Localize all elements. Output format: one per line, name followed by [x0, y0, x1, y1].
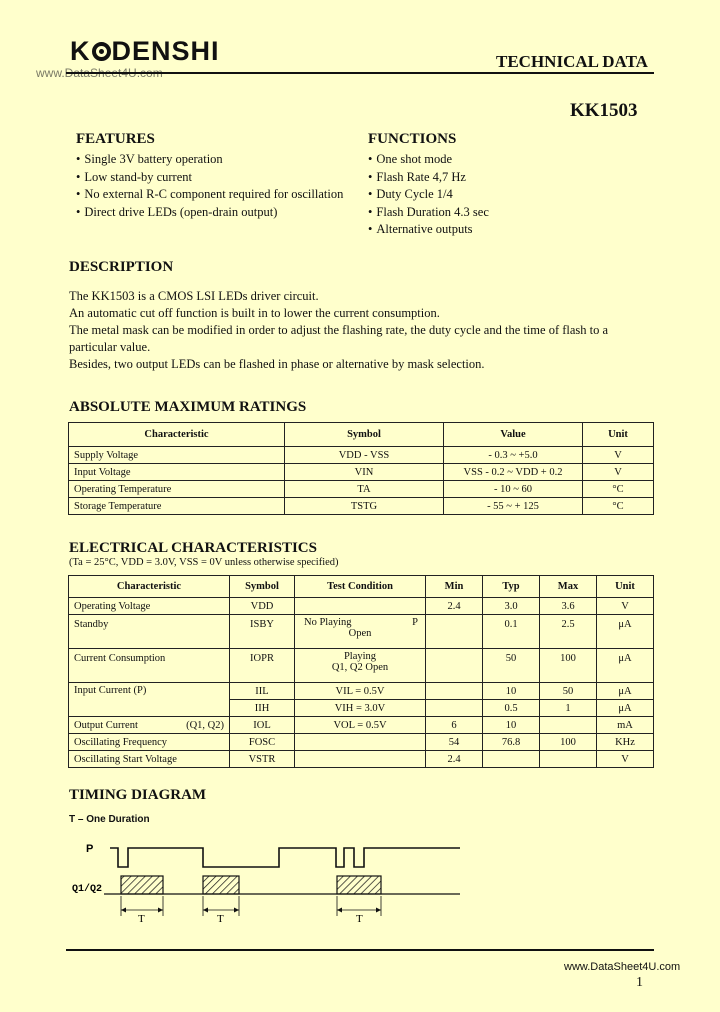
cell-line — [74, 720, 224, 731]
description-title: DESCRIPTION — [69, 259, 174, 275]
cell-line: Playing — [343, 651, 377, 662]
table-row — [69, 447, 654, 464]
cell-text: (Q1, Q2) — [186, 719, 224, 731]
cell-line: Open — [348, 628, 372, 639]
watermark: www.DataSheet4U.com — [36, 66, 163, 80]
table-header-cell: Max — [540, 576, 597, 598]
table-cell: 1 — [540, 700, 597, 717]
table-row — [69, 717, 654, 734]
table-row — [69, 649, 654, 683]
table-cell: IOL — [230, 717, 295, 734]
table-header-cell: Typ — [483, 576, 540, 598]
table-row — [69, 498, 654, 515]
table-cell — [426, 615, 483, 649]
table-cell — [295, 751, 426, 768]
abs-max-title: ABSOLUTE MAXIMUM RATINGS — [69, 399, 307, 415]
part-number: KK1503 — [570, 100, 638, 121]
table-cell: 6 — [426, 717, 483, 734]
arrow-icon — [337, 908, 342, 913]
table-cell: V — [597, 598, 654, 615]
table-cell: 100 — [540, 734, 597, 751]
elec-conditions: (Ta = 25°C, VDD = 3.0V, VSS = 0V unless otherwise specified) — [69, 557, 339, 568]
list-item: • Single 3V battery operation — [76, 152, 343, 170]
table-cell: Standby — [69, 615, 230, 649]
table-header-row — [69, 576, 654, 598]
period-label: T — [356, 913, 363, 925]
table-cell: V — [597, 751, 654, 768]
list-item: • Direct drive LEDs (open-drain output) — [76, 205, 343, 223]
table-cell: Input Voltage — [69, 464, 285, 481]
table-cell: 76.8 — [483, 734, 540, 751]
table-header-cell: Unit — [583, 423, 654, 447]
table-cell: 2.4 — [426, 751, 483, 768]
table-row — [69, 734, 654, 751]
table-cell: mA — [597, 717, 654, 734]
table-cell: TSTG — [285, 498, 444, 515]
table-cell: 50 — [540, 683, 597, 700]
table-cell: VDD — [230, 598, 295, 615]
table-header-cell: Unit — [597, 576, 654, 598]
table-cell: VDD - VSS — [285, 447, 444, 464]
q-pulse — [337, 876, 381, 894]
table-cell: - 10 ~ 60 — [444, 481, 583, 498]
table-cell: ISBY — [230, 615, 295, 649]
period-markers — [121, 896, 381, 916]
list-item: • No external R-C component required for oscillation — [76, 187, 343, 205]
signal-p-label: P — [86, 843, 94, 855]
table-header-cell: Characteristic — [69, 576, 230, 598]
list-item: • One shot mode — [368, 152, 489, 170]
list-item: • Duty Cycle 1/4 — [368, 187, 489, 205]
functions-list — [368, 152, 489, 240]
table-cell — [295, 615, 426, 649]
table-row — [69, 481, 654, 498]
period-label: T — [217, 913, 224, 925]
document-type: TECHNICAL DATA — [496, 52, 648, 71]
table-cell: 0.5 — [483, 700, 540, 717]
table-cell: VSS - 0.2 ~ VDD + 0.2 — [444, 464, 583, 481]
header-rule — [66, 72, 654, 74]
table-cell: Oscillating Start Voltage — [69, 751, 230, 768]
table-cell: 2.4 — [426, 598, 483, 615]
table-cell: 10 — [483, 683, 540, 700]
table-cell — [295, 734, 426, 751]
table-cell: VSTR — [230, 751, 295, 768]
table-cell: IIL — [230, 683, 295, 700]
table-row — [69, 464, 654, 481]
page-number: 1 — [636, 975, 643, 990]
table-cell: - 0.3 ~ +5.0 — [444, 447, 583, 464]
table-cell: IOPR — [230, 649, 295, 683]
table-cell: 0.1 — [483, 615, 540, 649]
table-cell: V — [583, 464, 654, 481]
table-header-cell: Characteristic — [69, 423, 285, 447]
list-item: • Flash Duration 4.3 sec — [368, 205, 489, 223]
table-cell: - 55 ~ + 125 — [444, 498, 583, 515]
table-header-cell: Symbol — [285, 423, 444, 447]
table-cell: Current Consumption — [69, 649, 230, 683]
table-cell: μA — [597, 615, 654, 649]
elec-title: ELECTRICAL CHARACTERISTICS — [69, 540, 317, 556]
q-pulse — [121, 876, 163, 894]
table-row — [69, 683, 654, 700]
table-cell: °C — [583, 498, 654, 515]
list-item: • Flash Rate 4,7 Hz — [368, 170, 489, 188]
table-header-cell: Symbol — [230, 576, 295, 598]
cell-text: No Playing — [304, 617, 352, 628]
timing-subtitle: T – One Duration — [69, 814, 150, 825]
cell-text: Output Current — [74, 719, 138, 731]
signal-q-label: Q1/Q2 — [72, 884, 103, 895]
table-cell: Supply Voltage — [69, 447, 285, 464]
functions-title: FUNCTIONS — [368, 131, 457, 147]
table-cell: VOL = 0.5V — [295, 717, 426, 734]
logo-emblem-icon — [92, 42, 111, 61]
table-header-cell: Test Condition — [295, 576, 426, 598]
table-cell — [426, 700, 483, 717]
arrow-icon — [121, 908, 126, 913]
table-cell — [483, 751, 540, 768]
table-cell: 3.6 — [540, 598, 597, 615]
table-cell: μA — [597, 649, 654, 683]
table-cell: °C — [583, 481, 654, 498]
list-item: • Alternative outputs — [368, 222, 489, 240]
description-paragraph: The KK1503 is a CMOS LSI LEDs driver circuit. — [69, 289, 319, 303]
table-row — [69, 751, 654, 768]
description-paragraph: An automatic cut off function is built in to lower the current consumption. — [69, 306, 440, 320]
table-cell: V — [583, 447, 654, 464]
signal-p-waveform — [110, 848, 460, 867]
description-body — [69, 288, 654, 373]
table-cell: FOSC — [230, 734, 295, 751]
footer-link[interactable]: www.DataSheet4U.com — [564, 961, 681, 973]
table-cell: IIH — [230, 700, 295, 717]
table-cell: 3.0 — [483, 598, 540, 615]
company-logo: K DENSHI — [70, 36, 220, 66]
table-cell: 50 — [483, 649, 540, 683]
period-label: T — [138, 913, 145, 925]
cell-text: P — [412, 617, 418, 628]
timing-diagram — [0, 830, 720, 930]
table-cell: 2.5 — [540, 615, 597, 649]
q-pulse — [203, 876, 239, 894]
table-cell: Storage Temperature — [69, 498, 285, 515]
description-paragraph: Besides, two output LEDs can be flashed in phase or alternative by mask selection. — [69, 357, 485, 371]
table-cell: μA — [597, 700, 654, 717]
table-cell: VIL = 0.5V — [295, 683, 426, 700]
description-paragraph: The metal mask can be modified in order to adjust the flashing rate, the duty cycle and the time of flash to a particular value. — [69, 323, 609, 354]
table-cell: Input Current (P) — [69, 683, 230, 717]
timing-title: TIMING DIAGRAM — [69, 787, 207, 803]
arrow-icon — [203, 908, 208, 913]
table-cell: 10 — [483, 717, 540, 734]
table-cell — [426, 683, 483, 700]
arrow-icon — [376, 908, 381, 913]
arrow-icon — [234, 908, 239, 913]
table-row — [69, 598, 654, 615]
table-cell: 54 — [426, 734, 483, 751]
list-item: • Low stand-by current — [76, 170, 343, 188]
cell-line — [300, 617, 420, 628]
footer-rule — [66, 949, 654, 951]
table-cell: Operating Voltage — [69, 598, 230, 615]
table-header-row — [69, 423, 654, 447]
table-cell: TA — [285, 481, 444, 498]
features-title: FEATURES — [76, 131, 155, 147]
features-list — [76, 152, 343, 222]
table-cell: KHz — [597, 734, 654, 751]
table-cell: Oscillating Frequency — [69, 734, 230, 751]
table-cell: VIH = 3.0V — [295, 700, 426, 717]
table-cell — [295, 598, 426, 615]
dimension-arrows — [121, 908, 381, 913]
table-cell: VIN — [285, 464, 444, 481]
table-cell — [295, 649, 426, 683]
elec-table — [68, 575, 654, 768]
table-cell — [540, 717, 597, 734]
table-cell — [426, 649, 483, 683]
table-cell: 100 — [540, 649, 597, 683]
table-row — [69, 615, 654, 649]
table-header-cell: Value — [444, 423, 583, 447]
abs-max-table — [68, 422, 654, 515]
table-cell: Operating Temperature — [69, 481, 285, 498]
table-header-cell: Min — [426, 576, 483, 598]
table-cell — [540, 751, 597, 768]
cell-line: Q1, Q2 Open — [331, 662, 389, 673]
table-cell — [69, 717, 230, 734]
arrow-icon — [158, 908, 163, 913]
table-cell: μA — [597, 683, 654, 700]
